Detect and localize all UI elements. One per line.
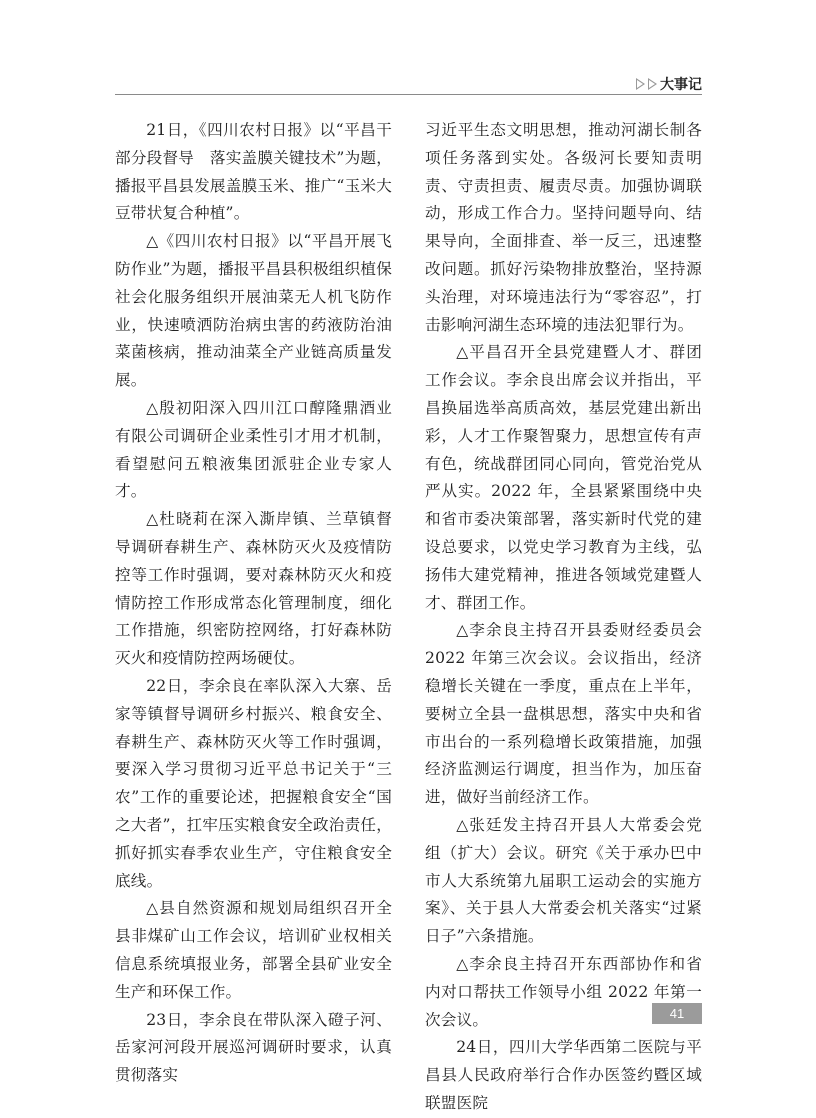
- paragraph: 22日，李余良在率队深入大寨、岳家等镇督导调研乡村振兴、粮食安全、春耕生产、森林防灭火等工作时强调，要深入学习贯彻习近平总书记关于“三农”工作的重要论述，把握粮食安全“国之大者”，扛牢压实粮食安全政治责任，抓好抓实春季农业生产，守住粮食安全底线。: [115, 676, 392, 890]
- paragraph: △李余良主持召开东西部协作和省内对口帮扶工作领导小组 2022 年第一次会议。: [425, 954, 702, 1029]
- page-number: 41: [652, 1003, 702, 1024]
- paragraph: △县自然资源和规划局组织召开全县非煤矿山工作会议，培训矿业权相关信息系统填报业务，部署全县矿业安全生产和环保工作。: [115, 899, 392, 1001]
- section-title-text: 大事记: [660, 77, 702, 93]
- paragraph: 23日，李余良在带队深入磴子河、岳家河河段开展巡河调研时要求，认真贯彻落实: [115, 1010, 392, 1085]
- paragraph: △李余良主持召开县委财经委员会 2022 年第三次会议。会议指出，经济稳增长关键在一季度，重点在上半年，要树立全县一盘棋思想，落实中央和省市出台的一系列稳增长政策措施，加强经济监测运行调度，担当作为，加压奋进，做好当前经济工作。: [425, 621, 702, 807]
- paragraph: △《四川农村日报》以“平昌开展飞防作业”为题，播报平昌县积极组织植保社会化服务组织开展油菜无人机飞防作业，快速喷洒防治病虫害的药液防治油菜菌核病，推动油菜全产业链高质量发展。: [115, 232, 392, 390]
- triangle-arrow-icon: [636, 78, 645, 90]
- left-column: [115, 117, 392, 1090]
- paragraph: 21日，《四川农村日报》以“平昌干部分段督导 落实盖膜关键技术”为题，播报平昌县发展盖膜玉米、推广“玉米大豆带状复合种植”。: [115, 121, 392, 223]
- paragraph: △平昌召开全县党建暨人才、群团工作会议。李余良出席会议并指出，平昌换届选举高质高效，基层党建出新出彩，人才工作聚智聚力，思想宣传有声有色，统战群团同心同向，管党治党从严从实。2022 年，全县紧紧围绕中央和省市委决策部署，落实新时代党的建设总要求，以党史学习教育为主线，弘扬伟大建党精神，推进各领域党建暨人才、群团工作。: [425, 343, 702, 612]
- right-column: [425, 117, 702, 1118]
- paragraph-continued: 习近平生态文明思想，推动河湖长制各项任务落到实处。各级河长要知责明责、守责担责、履责尽责。加强协调联动，形成工作合力。坚持问题导向、结果导向，全面排查、举一反三，迅速整改问题。抓好污染物排放整治，坚持源头治理，对环境违法行为“零容忍”，打击影响河湖生态环境的违法犯罪行为。: [425, 121, 702, 334]
- running-header: [115, 72, 702, 95]
- section-title: [636, 74, 702, 94]
- paragraph: △杜晓莉在深入澌岸镇、兰草镇督导调研春耕生产、森林防灭火及疫情防控等工作时强调，要对森林防灭火和疫情防控工作形成常态化管理制度，细化工作措施，织密防控网络，打好森林防灭火和疫情防控两场硬仗。: [115, 510, 392, 668]
- paragraph: 24日，四川大学华西第二医院与平昌县人民政府举行合作办医签约暨区域联盟医院: [425, 1038, 702, 1112]
- paragraph: △殷初阳深入四川江口醇隆鼎酒业有限公司调研企业柔性引才用才机制，看望慰问五粮液集团派驻企业专家人才。: [115, 398, 392, 501]
- triangle-arrow-icon: [648, 78, 657, 90]
- paragraph: △张廷发主持召开县人大常委会党组（扩大）会议。研究《关于承办巴中市人大系统第九届职工运动会的实施方案》、关于县人大常委会机关落实“过紧日子”六条措施。: [425, 815, 702, 946]
